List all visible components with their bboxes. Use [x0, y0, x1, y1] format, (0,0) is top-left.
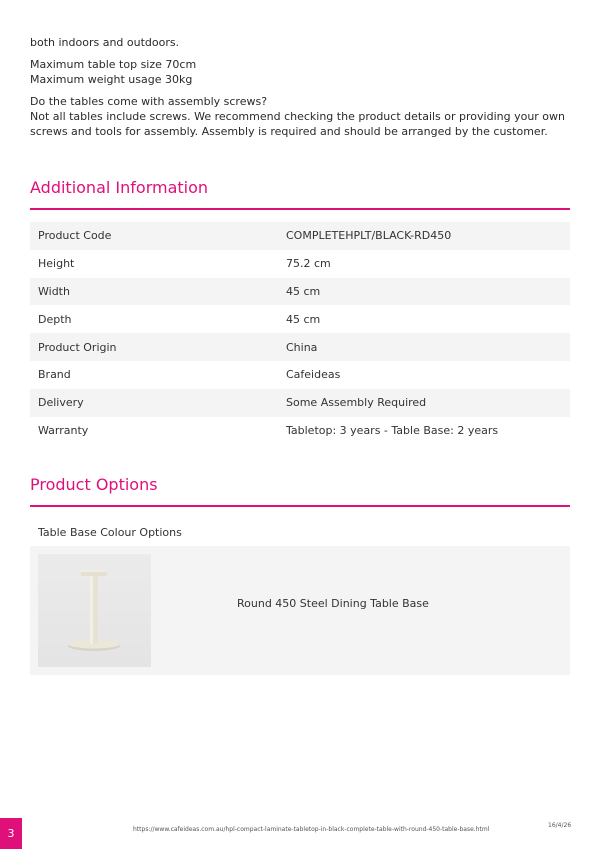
info-row-value: China	[286, 340, 318, 354]
table-base-image	[38, 554, 151, 667]
table-base-colour-options-label: Table Base Colour Options	[38, 526, 182, 539]
info-row	[30, 222, 570, 250]
info-row-value: 45 cm	[286, 312, 321, 326]
product-options-divider	[30, 505, 570, 507]
intro-paragraph-2	[30, 57, 575, 87]
footer-url[interactable]: https://www.cafeideas.com.au/hpl-compact-laminate-tabletop-in-black-complete-table-with-round-450-table-base.html	[133, 826, 490, 833]
info-row-label: Height	[38, 257, 75, 271]
info-row-value: Tabletop: 3 years - Table Base: 2 years	[286, 423, 499, 437]
faq-answer: Not all tables include screws. We recommend checking the product details or providing your own screws and tools for assembly. Assembly is required and should be arranged by the customer.	[30, 110, 566, 138]
info-row-label: Product Code	[38, 229, 112, 243]
info-row-label: Brand	[38, 368, 71, 382]
max-weight-text: Maximum weight usage 30kg	[30, 73, 193, 86]
info-row-value: Cafeideas	[286, 368, 341, 382]
info-row-label: Product Origin	[38, 340, 117, 354]
additional-info-divider	[30, 208, 570, 210]
info-row	[30, 389, 570, 417]
info-row-label: Delivery	[38, 396, 84, 410]
faq-question: Do the tables come with assembly screws?	[30, 95, 268, 108]
option-name-text: Round 450 Steel Dining Table Base	[237, 597, 429, 610]
info-row	[30, 250, 570, 278]
max-size-text: Maximum table top size 70cm	[30, 58, 197, 71]
info-row-value: 75.2 cm	[286, 257, 331, 271]
info-row-label: Warranty	[38, 423, 89, 437]
info-row	[30, 417, 570, 445]
info-row-value: COMPLETEHPLT/BLACK-RD450	[286, 229, 452, 243]
info-row-value: 45 cm	[286, 284, 321, 298]
info-row	[30, 333, 570, 361]
info-row	[30, 278, 570, 306]
info-row	[30, 361, 570, 389]
table-base-illustration	[38, 554, 151, 667]
product-options-title: Product Options	[30, 475, 158, 494]
footer-date: 16/4/26	[548, 822, 572, 829]
intro-text	[30, 35, 575, 146]
additional-info-table	[30, 222, 570, 444]
page-number-badge: 3	[0, 818, 22, 849]
info-row-label: Depth	[38, 312, 72, 326]
info-row-value: Some Assembly Required	[286, 396, 427, 410]
intro-paragraph-3	[30, 94, 575, 139]
additional-info-title: Additional Information	[30, 178, 209, 197]
info-row	[30, 305, 570, 333]
intro-paragraph-1: both indoors and outdoors.	[30, 36, 180, 49]
option-card[interactable]	[30, 546, 570, 675]
info-row-label: Width	[38, 284, 70, 298]
